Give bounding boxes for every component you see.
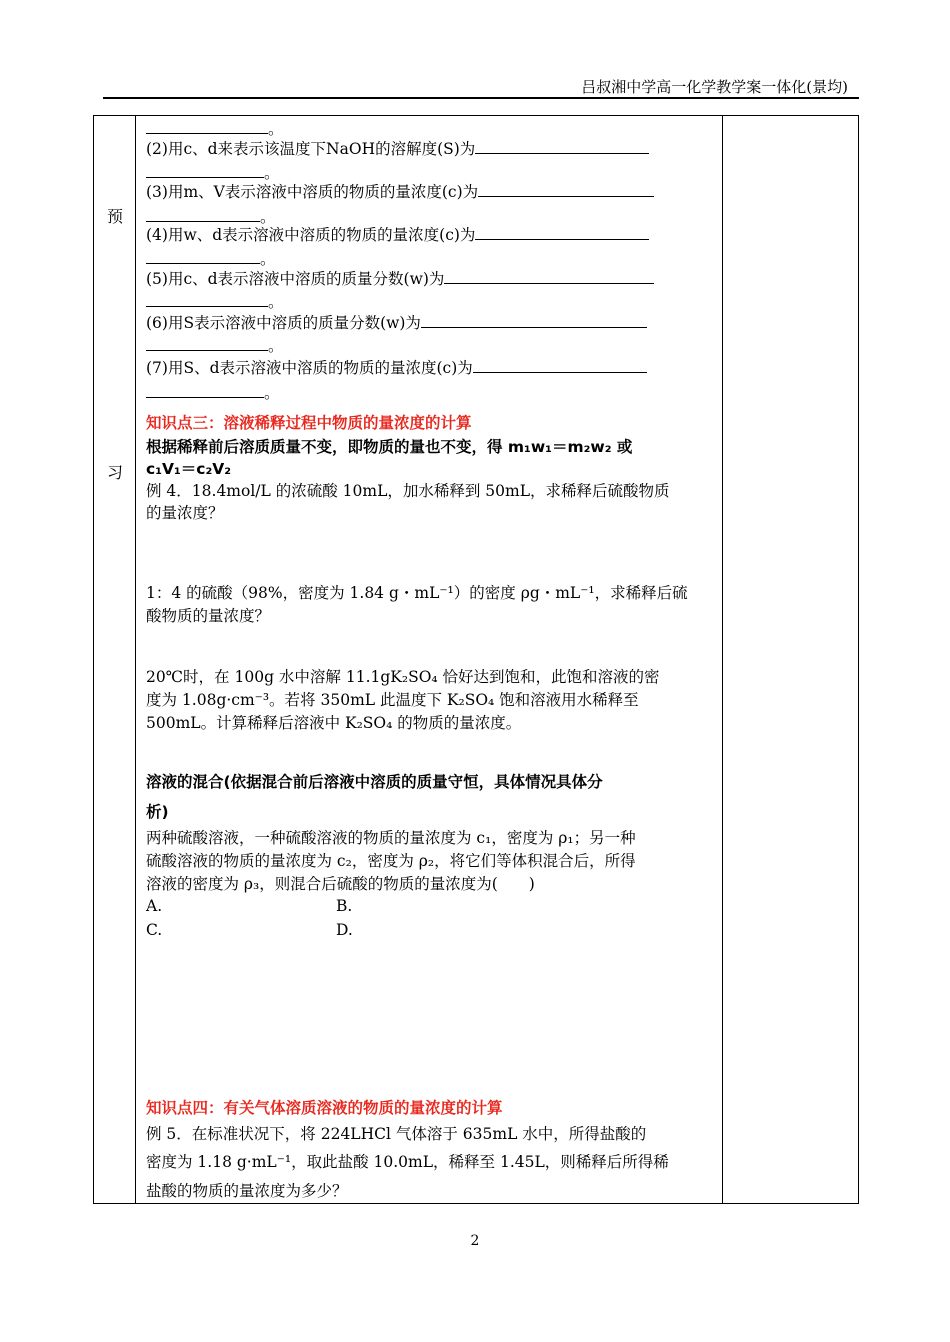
page-number: 2 [470, 1233, 480, 1249]
question-k2so4-line-2: 度为 1.08g·cm⁻³。若将 350mL 此温度下 K₂SO₄ 饱和溶液用水稀释至 [146, 691, 639, 709]
option-d: D. [336, 921, 353, 939]
example-5-line-1: 例 5．在标准状况下，将 224LHCl 气体溶于 635mL 水中，所得盐酸的 [146, 1125, 647, 1143]
side-label-preview-2: 习 [107, 463, 124, 482]
option-c: C. [146, 921, 163, 939]
column-divider-left [135, 116, 136, 1203]
side-label-preview-1: 预 [107, 207, 124, 226]
answer-blank [146, 333, 268, 351]
answer-blank [421, 310, 647, 328]
example-4-line-1: 例 4．18.4mol/L 的浓硫酸 10mL，加水稀释到 50mL，求稀释后硫酸物质 [146, 482, 670, 500]
header-rule [103, 97, 859, 99]
question-7: (7)用S、d表示溶液中溶质的物质的量浓度(c)为 [146, 355, 647, 381]
mixing-title-line-1: 溶液的混合(依据混合前后溶液中溶质的质量守恒，具体情况具体分 [146, 773, 603, 791]
answer-line: 。 [146, 380, 280, 406]
answer-blank [146, 380, 264, 398]
knowledge-point-3-title: 知识点三：溶液稀释过程中物质的量浓度的计算 [146, 414, 472, 432]
question-3: (3)用m、V表示溶液中溶质的物质的量浓度(c)为 [146, 179, 654, 205]
example-4-line-2: 的量浓度？ [146, 504, 224, 522]
mixing-question-line-2: 硫酸溶液的物质的量浓度为 c₂，密度为 ρ₂，将它们等体积混合后，所得 [146, 852, 636, 870]
answer-blank [478, 179, 654, 197]
answer-blank [444, 266, 654, 284]
dilution-rule-line-2: c₁V₁＝c₂V₂ [146, 460, 232, 478]
question-sulfuric-acid-line-2: 酸物质的量浓度？ [146, 607, 271, 625]
answer-line: 。 [146, 289, 284, 315]
question-k2so4-line-1: 20℃时，在 100g 水中溶解 11.1gK₂SO₄ 恰好达到饱和，此饱和溶液的密 [146, 668, 660, 686]
option-b: B. [336, 897, 353, 915]
column-divider-right [722, 116, 723, 1203]
answer-line: 。 [146, 204, 276, 230]
question-sulfuric-acid-line-1: 1：4 的硫酸（98%，密度为 1.84 g・mL⁻¹）的密度 ρg・mL⁻¹，求稀释后硫 [146, 584, 688, 602]
option-a: A. [146, 897, 163, 915]
mixing-question-line-3: 溶液的密度为 ρ₃，则混合后硫酸的物质的量浓度为( ) [146, 875, 535, 893]
question-5: (5)用c、d表示溶液中溶质的质量分数(w)为 [146, 266, 654, 292]
knowledge-point-4-title: 知识点四：有关气体溶质溶液的物质的量浓度的计算 [146, 1099, 503, 1117]
question-2: (2)用c、d来表示该温度下NaOH的溶解度(S)为 [146, 136, 649, 162]
answer-blank [473, 355, 647, 373]
answer-blank [146, 246, 260, 264]
answer-blank [475, 222, 649, 240]
answer-blank [146, 289, 268, 307]
answer-blank [146, 204, 260, 222]
question-4: (4)用w、d表示溶液中溶质的物质的量浓度(c)为 [146, 222, 649, 248]
answer-blank [475, 136, 649, 154]
question-k2so4-line-3: 500mL。计算稀释后溶液中 K₂SO₄ 的物质的量浓度。 [146, 714, 522, 732]
example-5-line-3: 盐酸的物质的量浓度为多少？ [146, 1182, 348, 1200]
answer-blank [146, 160, 264, 178]
mixing-title-line-2: 析) [146, 803, 169, 821]
mixing-question-line-1: 两种硫酸溶液，一种硫酸溶液的物质的量浓度为 c₁，密度为 ρ₁；另一种 [146, 829, 636, 847]
answer-blank [146, 116, 268, 134]
example-5-line-2: 密度为 1.18 g·mL⁻¹，取此盐酸 10.0mL，稀释至 1.45L，则稀释后所得稀 [146, 1153, 669, 1171]
header-title: 吕叔湘中学高一化学教学案一体化(景均) [581, 78, 848, 96]
answer-line: 。 [146, 116, 284, 142]
worksheet-table [93, 115, 859, 1204]
question-6: (6)用S表示溶液中溶质的质量分数(w)为 [146, 310, 647, 336]
answer-line: 。 [146, 246, 276, 272]
answer-line: 。 [146, 333, 284, 359]
answer-line: 。 [146, 160, 280, 186]
dilution-rule-line-1: 根据稀释前后溶质质量不变，即物质的量也不变，得 m₁w₁＝m₂w₂ 或 [146, 438, 633, 456]
